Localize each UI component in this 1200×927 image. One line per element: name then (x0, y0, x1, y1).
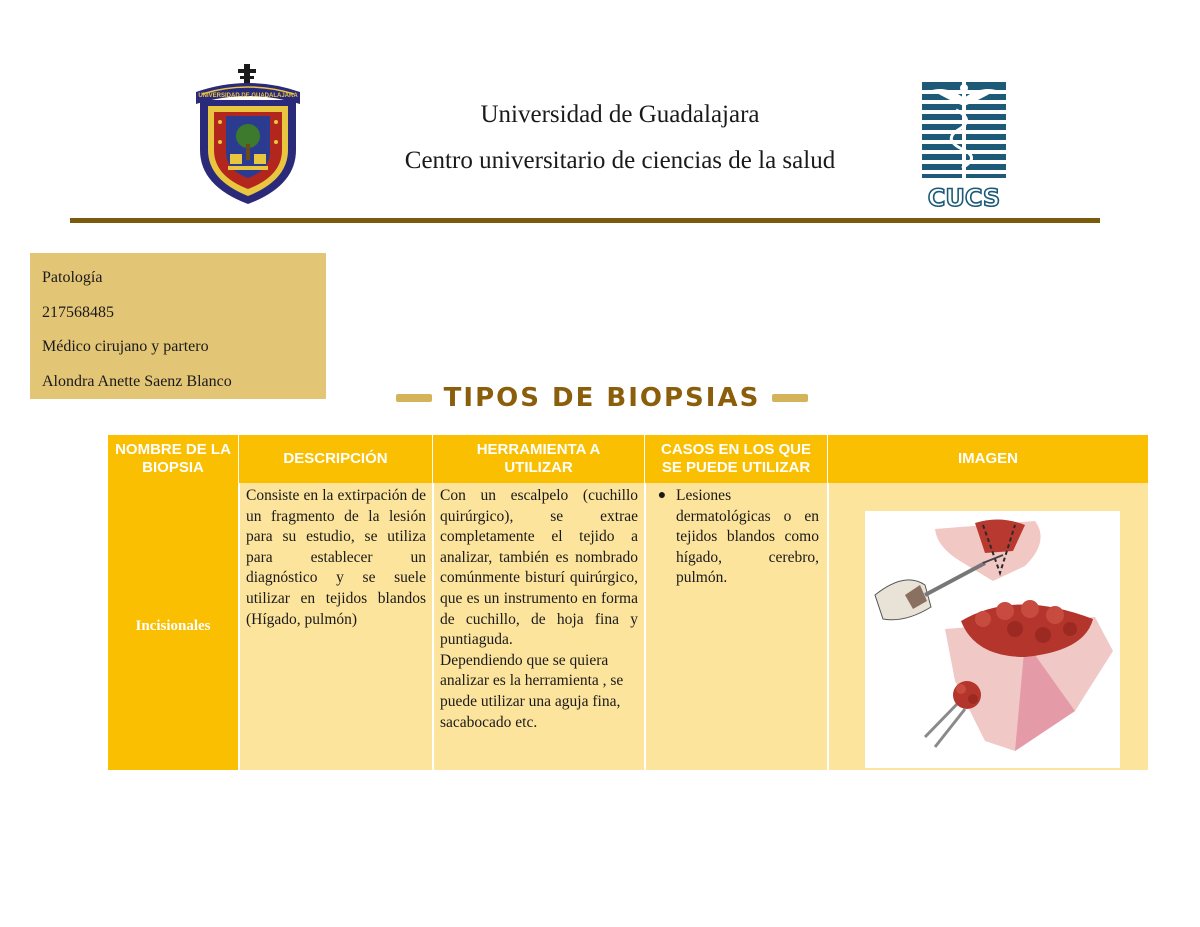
biopsy-table (108, 435, 1148, 770)
header-name: NOMBRE DE LA BIOPSIA (115, 441, 231, 476)
center-name: Centro universitario de ciencias de la salud (404, 147, 836, 174)
case-text: Lesiones dermatológicas o en tejidos blandos como hígado, cerebro, pulmón. (676, 487, 819, 587)
biopsy-illustration (865, 511, 1120, 768)
cell-tool (434, 483, 644, 770)
cell-cases (646, 483, 827, 770)
cell-description (240, 483, 432, 770)
subject: Patología (42, 269, 103, 286)
biopsy-tool: Con un escalpelo (cuchillo quirúrgico), se extrae completamente el tejido a analizar, también es nombrado comúnmente bisturí quirúrgico, que es un instrumento en forma de cuchillo, de hoja fina y puntiaguda. (440, 487, 638, 649)
header-tool: HERRAMIENTA A UTILIZAR (476, 441, 601, 476)
header-description: DESCRIPCIÓN (283, 450, 388, 467)
biopsy-tool-extra: Dependiendo que se quiera analizar es la herramienta , se puede utilizar una aguja fina, sacabocado etc. (440, 651, 624, 731)
header-text (340, 96, 900, 180)
svg-text:UNIVERSIDAD DE GUADALAJARA: UNIVERSIDAD DE GUADALAJARA (198, 93, 298, 99)
student-info-box (30, 253, 326, 399)
table-row (108, 483, 1148, 770)
list-item (648, 486, 819, 589)
udg-logo (190, 64, 306, 210)
page-title-wrap (386, 378, 818, 418)
student-name: Alondra Anette Saenz Blanco (42, 372, 232, 390)
university-name: Universidad de Guadalajara (480, 101, 760, 128)
biopsy-description: Consiste en la extirpación de un fragmento de la lesión para su estudio, se utiliza para establecer un diagnóstico y se suele utilizar en tejidos blandos (Hígado, pulmón) (246, 487, 426, 628)
cell-image (829, 483, 1148, 770)
cucs-logo-text: CUCS (927, 184, 1001, 212)
cucs-logo (918, 80, 1010, 212)
career: Médico cirujano y partero (42, 338, 209, 355)
header-divider (70, 218, 1100, 223)
header-cases: CASOS EN LOS QUE SE PUEDE UTILIZAR (660, 441, 812, 476)
biopsy-name: Incisionales (135, 618, 211, 634)
cell-name (108, 483, 238, 770)
student-id: 217568485 (42, 303, 114, 321)
title-bar-right (772, 394, 808, 402)
title-bar-left (396, 394, 432, 402)
table-header (108, 435, 1148, 483)
bullet-icon: ● (657, 488, 667, 503)
page-title: TIPOS DE BIOPSIAS (443, 383, 761, 413)
header-image: IMAGEN (958, 450, 1018, 467)
